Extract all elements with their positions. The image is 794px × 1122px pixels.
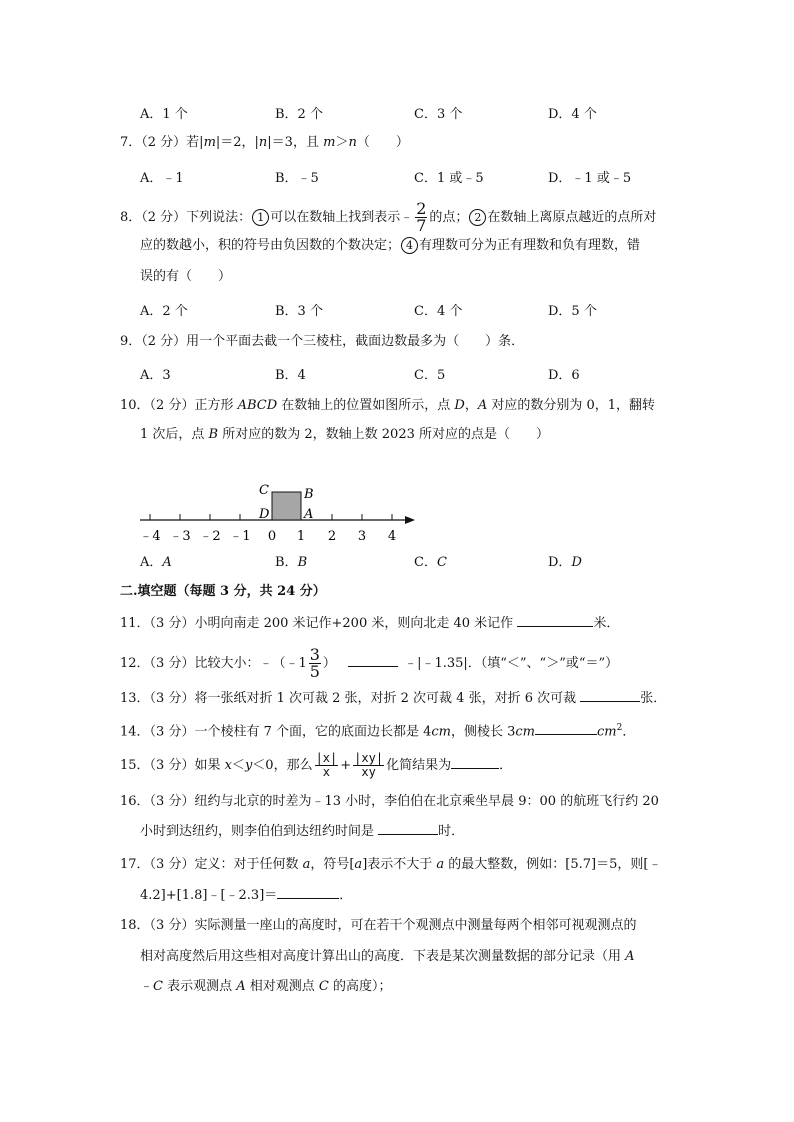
circled-number: 4 [401,237,418,254]
q7-options [140,167,700,185]
question-8-line-2: 应的数越小，积的符号由负因数的个数决定； 4 有理数可分为正有理数和负有理数，错 [140,238,641,253]
answer-blank [378,822,438,835]
answer-blank [580,689,640,702]
answer-blank [277,886,339,899]
question-15: 15．（3 分）如果 x＜y＜0，那么 $\frac{|x|}{x}$ + $\frac{|xy|}{xy}$ 化简结果为 ． [120,751,513,779]
q9-options [140,364,700,382]
option: B．4 [275,368,306,383]
fraction: $\frac{3}{5}$ [309,645,320,681]
question-10-line-1: 10．（2 分）正方形 ABCD 在数轴上的位置如图所示，点 D，A 对应的数分别为 0，1，翻转 [120,398,656,413]
q10-options [140,551,700,569]
option: C．C [414,555,447,570]
question-17-line-2: 4.2]+[1.8]﹣[﹣2.3]＝ ． [140,888,353,903]
question-10-line-2: 1 次后，点 B 所对应的数为 2，数轴上数 2023 所对应的点是（ ） [140,427,549,442]
option: A．﹣1 [140,171,184,186]
question-13: 13．（3 分）将一张纸对折 1 次可裁 2 张，对折 2 次可裁 4 张，对折 6 次可裁 张． [120,691,667,706]
option: C．1 或﹣5 [414,171,484,186]
answer-blank [535,722,597,735]
q8-options [140,300,700,318]
answer-blank [451,756,499,769]
circled-number: 1 [252,209,269,226]
option: C．5 [414,368,446,383]
option: B．B [275,555,308,570]
option: C．3 个 [414,107,463,122]
tick-label: 1 [296,529,306,544]
question-18-line-2: 相对高度然后用这些相对高度计算出山的高度．下表是某次测量数据的部分记录（用 A [140,949,635,964]
question-11: 11．（3 分）小明向南走 200 米记作+200 米，则向北走 40 米记作 米． [120,616,620,631]
fraction: $\frac{2}{7}$ [416,199,427,235]
option: A．3 [140,368,171,383]
tick-label: ﹣2 [199,529,221,544]
fraction: $\frac{|x|}{x}$ [315,751,338,779]
tick-label: ﹣3 [169,529,191,544]
question-18-line-1: 18．（3 分）实际测量一座山的高度时，可在若干个观测点中测量每两个相邻可视观测点的 [120,918,637,933]
question-9: 9．（2 分）用一个平面去截一个三棱柱，截面边数最多为（ ）条． [120,334,525,349]
option: B．﹣5 [275,171,319,186]
square-abcd [272,492,301,520]
answer-blank [348,654,398,667]
axis-arrow [405,516,415,524]
option: D．5 个 [548,304,597,319]
q6-options [140,103,700,121]
question-7: 7．（2 分）若|m|＝2，|n|＝3，且 m＞n（ ） [120,135,409,150]
option: A．A [140,555,172,570]
vertex-label-d: D [259,507,270,522]
question-17-line-1: 17．（3 分）定义：对于任何数 a，符号[a]表示不大于 a 的最大整数，例如：[5.7]＝5，则[﹣ [120,857,662,872]
question-16-line-1: 16．（3 分）纽约与北京的时差为﹣13 小时，李伯伯在北京乘坐早晨 9：00 的航班飞行约 20 [120,794,659,809]
number-line-figure [135,478,435,548]
option: B．3 个 [275,304,323,319]
option: A．1 个 [140,107,188,122]
option: A．2 个 [140,304,188,319]
option: D．﹣1 或﹣5 [548,171,632,186]
vertex-label-c: C [259,483,269,498]
vertex-label-b: B [304,487,314,502]
question-12: 12．（3 分）比较大小：﹣（﹣1 $\frac{3}{5}$ ） ﹣|﹣1.35|．（填“＜”、“＞”或“＝”） [120,645,619,681]
tick-label: 4 [387,529,397,544]
tick-label: 0 [267,529,277,544]
question-14: 14．（3 分）一个棱柱有 7 个面，它的底面边长都是 4cm，侧棱长 3cm $cm^2$． [120,723,636,740]
answer-blank [517,614,593,627]
question-8-line-1: 8．（2 分）下列说法： 1 可以在数轴上找到表示﹣ $\frac{2}{7}$ 的点； 2 在数轴上离原点越近的点所对 [120,199,657,235]
circled-number: 2 [469,209,486,226]
tick-label: ﹣1 [229,529,251,544]
question-16-line-2: 小时到达纽约，则李伯伯到达纽约时间是 时． [140,824,465,839]
option: D．D [548,555,582,570]
option: D．6 [548,368,580,383]
option: B．2 个 [275,107,323,122]
tick-label: 2 [327,529,337,544]
fraction: $\frac{|xy|}{xy}$ [354,751,384,779]
option: C．4 个 [414,304,463,319]
vertex-label-a: A [304,507,314,522]
option: D．4 个 [548,107,597,122]
question-18-line-3: ﹣C 表示观测点 A 相对观测点 C 的高度）； [140,979,392,994]
question-8-line-3: 误的有（ ） [140,269,232,284]
tick-label: ﹣4 [139,529,161,544]
tick-label: 3 [357,529,367,544]
section-heading: 二.填空题（每题 3 分，共 24 分） [120,584,326,599]
